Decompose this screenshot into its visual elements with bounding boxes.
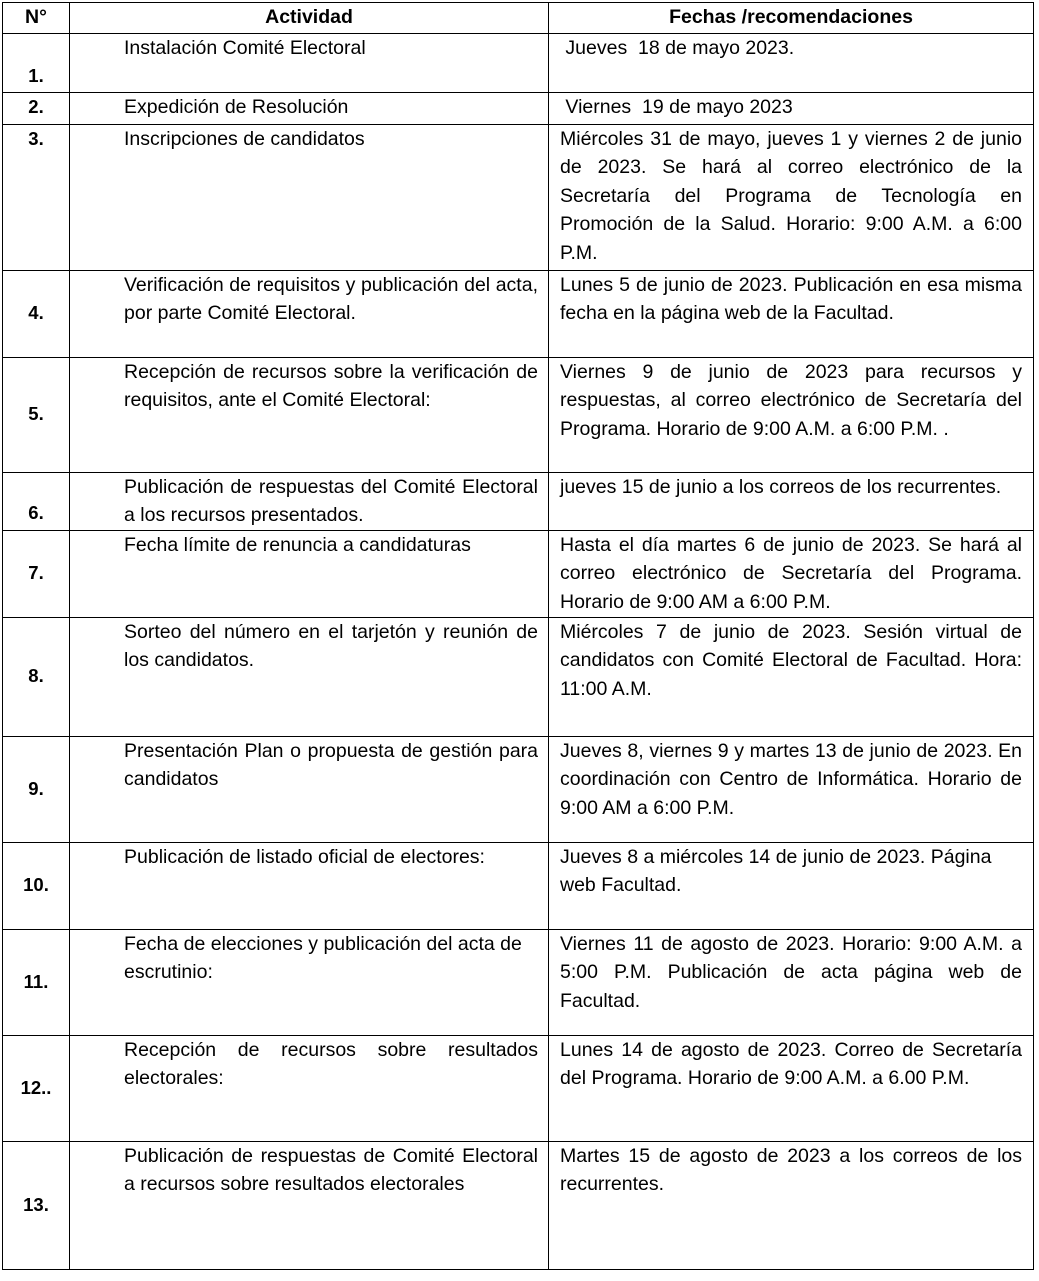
table-row — [3, 530, 1034, 617]
row-actividad: Instalación Comité Electoral — [70, 34, 549, 93]
table-row — [3, 124, 1034, 270]
row-fechas: Martes 15 de agosto de 2023 a los correos de los recurrentes. — [549, 1141, 1034, 1269]
row-number: 10. — [3, 842, 70, 929]
row-fechas: Jueves 8 a miércoles 14 de junio de 2023. Página web Facultad. — [549, 842, 1034, 929]
row-number: 11. — [3, 929, 70, 1035]
row-number: 5. — [3, 357, 70, 472]
row-number: 8. — [3, 617, 70, 736]
row-actividad: Fecha de elecciones y publicación del acta de escrutinio: — [70, 929, 549, 1035]
table-row — [3, 34, 1034, 93]
row-actividad: Publicación de listado oficial de electores: — [70, 842, 549, 929]
row-fechas: Miércoles 7 de junio de 2023. Sesión virtual de candidatos con Comité Electoral de Facultad. Hora: 11:00 A.M. — [549, 617, 1034, 736]
table-row — [3, 270, 1034, 357]
table-row — [3, 1035, 1034, 1141]
row-fechas: Lunes 14 de agosto de 2023. Correo de Secretaría del Programa. Horario de 9:00 A.M. a 6.00 P.M. — [549, 1035, 1034, 1141]
row-actividad: Sorteo del número en el tarjetón y reunión de los candidatos. — [70, 617, 549, 736]
header-number: N° — [3, 3, 70, 34]
table-row — [3, 93, 1034, 125]
row-actividad: Publicación de respuestas del Comité Electoral a los recursos presentados. — [70, 472, 549, 530]
row-actividad: Recepción de recursos sobre resultados electorales: — [70, 1035, 549, 1141]
row-fechas: Lunes 5 de junio de 2023. Publicación en esa misma fecha en la página web de la Facultad. — [549, 270, 1034, 357]
header-actividad: Actividad — [70, 3, 549, 34]
table-row — [3, 472, 1034, 530]
row-actividad: Publicación de respuestas de Comité Electoral a recursos sobre resultados electorales — [70, 1141, 549, 1269]
row-fechas: Jueves 18 de mayo 2023. — [549, 34, 1034, 93]
row-number: 13. — [3, 1141, 70, 1269]
table-row — [3, 1141, 1034, 1269]
table-row — [3, 617, 1034, 736]
row-fechas: Viernes 19 de mayo 2023 — [549, 93, 1034, 125]
table-header-row — [3, 3, 1034, 34]
row-fechas: Viernes 9 de junio de 2023 para recursos y respuestas, al correo electrónico de Secretaría del Programa. Horario de 9:00 A.M. a 6:00 P.M. . — [549, 357, 1034, 472]
row-number: 12.. — [3, 1035, 70, 1141]
table-row — [3, 929, 1034, 1035]
row-actividad: Recepción de recursos sobre la verificación de requisitos, ante el Comité Electoral: — [70, 357, 549, 472]
row-number: 9. — [3, 736, 70, 842]
row-fechas: Hasta el día martes 6 de junio de 2023. Se hará al correo electrónico de Secretaría del Programa. Horario de 9:00 AM a 6:00 P.M. — [549, 530, 1034, 617]
row-number: 3. — [3, 124, 70, 270]
row-fechas: Viernes 11 de agosto de 2023. Horario: 9:00 A.M. a 5:00 P.M. Publicación de acta página web de Facultad. — [549, 929, 1034, 1035]
row-actividad: Presentación Plan o propuesta de gestión para candidatos — [70, 736, 549, 842]
row-number: 6. — [3, 472, 70, 530]
row-fechas: Miércoles 31 de mayo, jueves 1 y viernes 2 de junio de 2023. Se hará al correo electrónico de la Secretaría del Programa de Tecnología en Promoción de la Salud. Horario: 9:00 A.M. a 6:00 P.M. — [549, 124, 1034, 270]
table-row — [3, 357, 1034, 472]
header-fechas: Fechas /recomendaciones — [549, 3, 1034, 34]
row-number: 4. — [3, 270, 70, 357]
schedule-table — [2, 2, 1034, 1270]
row-fechas: jueves 15 de junio a los correos de los recurrentes. — [549, 472, 1034, 530]
row-number: 1. — [3, 34, 70, 93]
row-actividad: Verificación de requisitos y publicación del acta, por parte Comité Electoral. — [70, 270, 549, 357]
row-number: 7. — [3, 530, 70, 617]
table-row — [3, 842, 1034, 929]
table-row — [3, 736, 1034, 842]
row-actividad: Inscripciones de candidatos — [70, 124, 549, 270]
row-actividad: Expedición de Resolución — [70, 93, 549, 125]
row-fechas: Jueves 8, viernes 9 y martes 13 de junio de 2023. En coordinación con Centro de Informática. Horario de 9:00 AM a 6:00 P.M. — [549, 736, 1034, 842]
row-number: 2. — [3, 93, 70, 125]
row-actividad: Fecha límite de renuncia a candidaturas — [70, 530, 549, 617]
